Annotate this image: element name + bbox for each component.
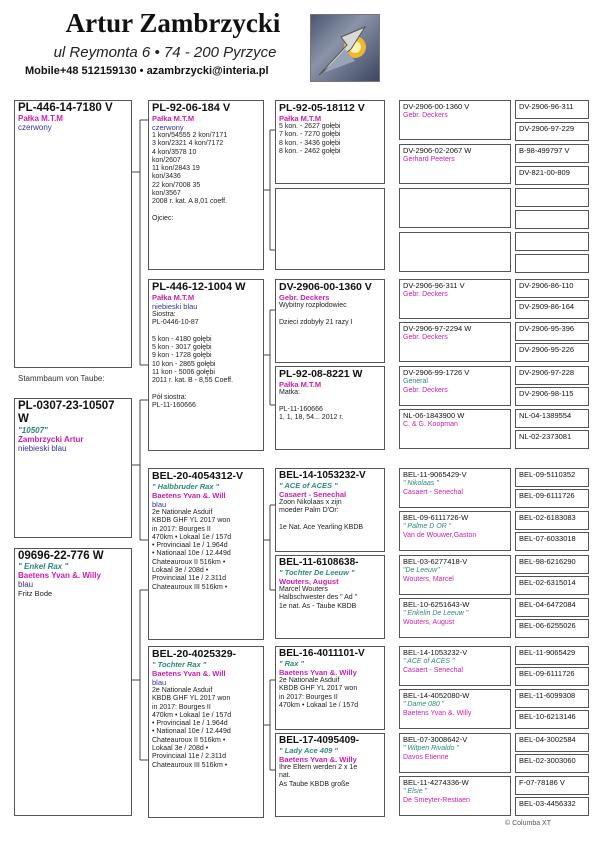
ring-number: DV-2906-00-1360 V [279,281,372,293]
ring-number: DV-2906-97-2294 W [403,324,472,333]
ring-number: BEL-11-6099308 [519,691,576,700]
ring-number: BEL-04-3002584 [519,735,576,744]
ring-number: BEL-03-6277418-V [403,557,468,566]
great-grandparent-5[interactable] [275,468,385,552]
pigeon-title: " Tochter De Leeuw " [279,568,355,577]
pigeon-color: blau [152,500,167,509]
owner-name: Wouters, August [279,577,339,586]
grandparent-2[interactable] [148,279,264,451]
ring-number: BEL-98-6216290 [519,557,576,566]
ring-number: BEL-07-3008642-V [403,735,468,744]
g5-ancestor[interactable] [515,100,589,119]
g5-ancestor[interactable] [515,343,589,362]
owner-name: Van de Wouwer,Gaston [403,532,477,539]
g4-ancestor-11[interactable] [399,555,511,595]
g5-ancestor[interactable] [515,733,589,752]
ring-number: DV-2906-99-1726 V [403,368,470,377]
g5-ancestor[interactable] [515,188,589,207]
pigeon-info: Siostra: PL-0446-10-87 5 kon - 4180 gołębi 5 kon - 3017 gołębi 9 kon - 1728 gołębi 10 kon - 2865 gołębi 11 kon - 5006 gołębi 2011 r. kat. B - 8,55 Coeff. Pół siostra: PL-11-160666 [152,311,234,410]
pigeon-info: Fritz Bode [18,589,53,598]
owner-name: Baetens Yvan &. Will [152,669,226,678]
pigeon-title: " Dame 080 " [403,701,445,708]
ring-number: NL-04-1389554 [519,411,572,420]
g5-ancestor[interactable] [515,797,589,816]
pigeon-color: blau [152,678,167,687]
great-grandparent-8[interactable] [275,733,385,817]
ring-number: F-07-78186 V [519,778,565,787]
g4-ancestor-6[interactable] [399,322,511,362]
pigeon-color: niebieski blau [152,302,198,311]
g5-ancestor[interactable] [515,144,589,163]
owner-name: Baetens Yvan &. Willy [279,755,357,764]
pigeon-title: " Halbbruder Rax " [152,482,220,491]
ring-number: BEL-11-9065429 [519,648,576,657]
g5-ancestor[interactable] [515,254,589,273]
g5-ancestor[interactable] [515,468,589,487]
ring-number: BEL-14-1053232-V [403,648,468,657]
pigeon-info: 1 kon/54555 2 kon/7171 3 kon/2321 4 kon/7172 4 kon/3578 10 kon/2607 11 kon/2843 19 kon/3436 22 kon/7008 35 kon/3567 2008 r. kat. A 8,01 coeff. Ojciec: [152,132,228,222]
g5-ancestor[interactable] [515,430,589,449]
pigeon-name: Pałka M.T.M [279,380,322,389]
great-grandparent-1[interactable] [275,100,385,184]
pigeon-color: czerwony [18,123,52,132]
breeder-address: ul Reymonta 6 • 74 - 200 Pyrzyce [53,44,277,61]
breeder-name: Artur Zambrzycki [65,8,281,38]
pigeon-title: " Witpen Rivaldo " [403,745,459,752]
g5-ancestor[interactable] [515,511,589,530]
ring-number: NL-02-2373081 [519,432,572,441]
footer-credit: © Columba XT [505,820,552,827]
owner-name: Wouters, August [403,619,455,626]
ring-number: DV-821-00-809 [519,168,570,177]
g5-ancestor[interactable] [515,387,589,406]
owner-name: Davos Etienne [403,754,449,761]
g4-ancestor-16[interactable] [399,776,511,816]
ring-number: BEL-03-4456332 [519,799,576,808]
g4-ancestor-12[interactable] [399,598,511,638]
ring-number: BEL-02-6315014 [519,578,576,587]
ring-number: BEL-04-6472084 [519,600,576,609]
ring-number: PL-92-05-18112 V [279,102,365,114]
ring-number: PL-446-12-1004 W [152,281,246,293]
ring-number: BEL-20-4025329- [152,648,237,660]
owner-name: Gerhard Peeters [403,156,455,163]
g5-ancestor[interactable] [515,122,589,141]
g5-ancestor[interactable] [515,689,589,708]
great-grandparent-4[interactable] [275,366,385,450]
grandparent-1[interactable] [148,100,264,270]
pigeon-title: " Elsie " [403,788,428,795]
ring-number: BEL-09-6111726 [519,669,575,678]
ring-number: BEL-02-6183083 [519,513,576,522]
g5-ancestor[interactable] [515,300,589,319]
g4-ancestor-13[interactable] [399,646,511,686]
ring-number: PL-446-14-7180 V [18,102,113,114]
grandparent-3[interactable] [148,468,264,640]
g5-ancestor[interactable] [515,366,589,385]
ring-number: DV-2906-86-110 [519,281,574,290]
g5-ancestor[interactable] [515,409,589,428]
owner-name: Baetens Yvan &. Willy [403,710,472,717]
pigeon-info: Matka: PL-11-160666 1, 1, 18, 54... 2012 r. [279,389,344,421]
breeder-contact: Mobile+48 512159130 • azambrzycki@interia.pl [25,65,269,77]
owner-name: Casaert - Senechal [403,489,463,496]
g5-ancestor[interactable] [515,232,589,251]
ring-number: DV-2906-96-311 V [403,281,465,290]
pigeon-title: " Nikolaas " [403,480,439,487]
ring-number: BEL-10-6213146 [519,712,576,721]
pigeon-title: " Enkel Rax " [18,562,69,571]
g5-ancestor[interactable] [515,279,589,298]
ring-number: 09696-22-776 W [18,550,104,562]
ring-number: BEL-07-6033018 [519,534,576,543]
pigeon-title: " Enkelin De Leeuw " [403,610,469,617]
pigeon-title: General [403,378,428,385]
owner-name: Gebr. Deckers [403,387,448,394]
g5-ancestor[interactable] [515,776,589,795]
ring-number: DV-2906-02-2067 W [403,146,472,155]
pigeon-title: " Lady Ace 409 " [279,746,338,755]
pigeon-info: 2e Nationale Asduif KBDB GHF YL 2017 won in 2017: Bourges II 470km • Lokaal 1e / 157d [279,677,359,709]
ring-number: BEL-02-3003060 [519,756,576,765]
owner-name: Wouters, Marcel [403,576,454,583]
g4-ancestor-14[interactable] [399,689,511,729]
g5-ancestor[interactable] [515,619,589,638]
g5-ancestor[interactable] [515,210,589,229]
owner-name: De Smeyter-Restiaen [403,797,470,804]
owner-name: Baetens Yvan &. Willy [18,571,101,580]
g4-ancestor-5[interactable] [399,279,511,319]
ring-number: BEL-14-1053232-V [279,470,366,481]
ring-number: PL-92-08-8221 W [279,368,363,380]
g5-ancestor[interactable] [515,532,589,551]
subject-pigeon[interactable] [14,100,132,368]
ring-number: DV-2906-00-1360 V [403,102,470,111]
g4-ancestor-1[interactable] [399,100,511,140]
pigeon-info: 2e Nationale Asduif KBDB GHF YL 2017 won in 2017: Bourges II 470km • Lokaal 1e / 157d • Provinciaal 1e / 1.964d • Nationaal 10e / 12.449d Chateauroux II 516km • Lokaal 3e / 208d • Provinciaal 11e / 2.311d Chateauroux III 516km • [152,687,232,769]
ring-number: BEL-17-4095409- [279,735,360,746]
ring-number: BEL-14-4052080-W [403,691,470,700]
ring-number: DV-2906-98-115 [519,389,574,398]
ring-number: PL-0307-23-10507 W [18,400,115,425]
g4-ancestor-7[interactable] [399,366,511,406]
ring-number: BEL-11-9065429-V [403,470,467,479]
pigeon-title: " Rax " [279,659,305,668]
pigeon-name: Pałka M.T.M [18,114,63,123]
g5-ancestor[interactable] [515,754,589,773]
owner-name: Baetens Yvan &. Willy [279,668,357,677]
owner-name: Gebr. Deckers [279,293,330,302]
grandparent-4[interactable] [148,646,264,818]
owner-name: Zambrzycki Artur [18,435,84,444]
pigeon-color: czerwony [152,123,184,132]
owner-name: Casaert - Senechal [403,667,463,674]
owner-name: Casaert - Senechal [279,490,347,499]
ring-number: DV-2906-95-226 [519,345,575,354]
mother-pigeon[interactable] [14,548,132,816]
stammbaum-label: Stammbaum von Taube: [18,374,105,383]
ring-number: DV-2906-95-396 [519,324,575,333]
owner-name: C. & G. Koopman [403,421,458,428]
g5-ancestor[interactable] [515,576,589,595]
ring-number: BEL-09-6111726-W [403,513,469,522]
ring-number: B-98-499797 V [519,146,570,155]
pigeon-info: 5 kon. - 2627 gołębi 7 kon. - 7270 gołębi 8 kon. - 3436 gołębi 8 kon. - 2462 gołębi [279,123,341,155]
pigeon-info: Zoon Nikolaas x zijn moeder Palm D'Or: 1e Nat. Ace Yearling KBDB [279,499,364,531]
ring-number: NL-06-1843900 W [403,411,465,420]
owner-name: Gebr. Deckers [403,112,448,119]
pigeon-info: Marcel Wouters Halbschwester des " Ad " 1e nat. As - Taube KBDB [279,586,358,610]
g5-ancestor[interactable] [515,667,589,686]
g5-ancestor[interactable] [515,322,589,341]
pigeon-name: Pałka M.T.M [279,114,322,123]
great-grandparent-6[interactable] [275,555,385,639]
pigeon-color: blau [18,580,34,589]
g4-ancestor-8[interactable] [399,409,511,449]
g4-ancestor-9[interactable] [399,468,511,508]
ring-number: DV-2906-96-311 [519,102,574,111]
great-grandparent-7[interactable] [275,646,385,730]
g4-ancestor-15[interactable] [399,733,511,773]
ring-number: BEL-10-6251643-W [403,600,470,609]
pigeon-info: Ihre Eltern werden 2 x 1e nat. As Taube KBDB große [279,764,358,788]
g5-ancestor[interactable] [515,646,589,665]
owner-name: Gebr. Deckers [403,291,448,298]
pigeon-color: niebieski blau [18,444,67,453]
father-pigeon[interactable] [14,398,132,538]
ring-number: BEL-06-6255026 [519,621,576,630]
pigeon-title: " ACE of ACES " [403,658,455,665]
pigeon-title: "De Leeuw" [403,567,440,574]
g4-ancestor-10[interactable] [399,511,511,551]
ring-number: DV-2906-97-229 [519,124,575,133]
pigeon-info: Wybitny rozpłodowiec Dzieci zdobyły 21 razy I [279,302,353,326]
pigeon-name: Pałka M.T.M [152,114,195,123]
ring-number: PL-92-06-184 V [152,102,231,114]
pigeon-title: " Tochter Rax " [152,660,207,669]
ring-number: BEL-16-4011101-V [279,648,365,659]
g4-ancestor-3[interactable] [399,188,511,228]
ring-number: BEL-20-4054312-V [152,470,244,482]
owner-name: Baetens Yvan &. Will [152,491,226,500]
g4-ancestor-4[interactable] [399,232,511,272]
pigeon-title: " Palme D OR " [403,523,452,530]
pigeon-name: Pałka M.T.M [152,293,195,302]
g5-ancestor[interactable] [515,710,589,729]
pigeon-title: "10507" [18,426,48,435]
g5-ancestor[interactable] [515,555,589,574]
g5-ancestor[interactable] [515,166,589,185]
ring-number: DV-2909-86-164 [519,302,575,311]
g4-ancestor-2[interactable] [399,144,511,184]
pigeon-info: 2e Nationale Asduif KBDB GHF YL 2017 won in 2017: Bourges II 470km • Lokaal 1e / 157d • Provinciaal 1e / 1.964d • Nationaal 10e / 12.449d Chateauroux II 516km • Lokaal 3e / 208d • Provinciaal 11e / 2.311d Chateauroux III 516km • [152,509,232,591]
ring-number: DV-2906-97-228 [519,368,575,377]
ring-number: BEL-09-5110352 [519,470,576,479]
g5-ancestor[interactable] [515,489,589,508]
g5-ancestor[interactable] [515,598,589,617]
pigeon-title: " ACE of ACES " [279,481,338,490]
great-grandparent-3[interactable] [275,279,385,363]
great-grandparent-2[interactable] [275,188,385,270]
ring-number: BEL-11-6108638- [279,557,359,568]
ring-number: BEL-11-4274336-W [403,778,469,787]
owner-name: Gebr. Deckers [403,334,448,341]
ring-number: BEL-09-6111726 [519,491,575,500]
